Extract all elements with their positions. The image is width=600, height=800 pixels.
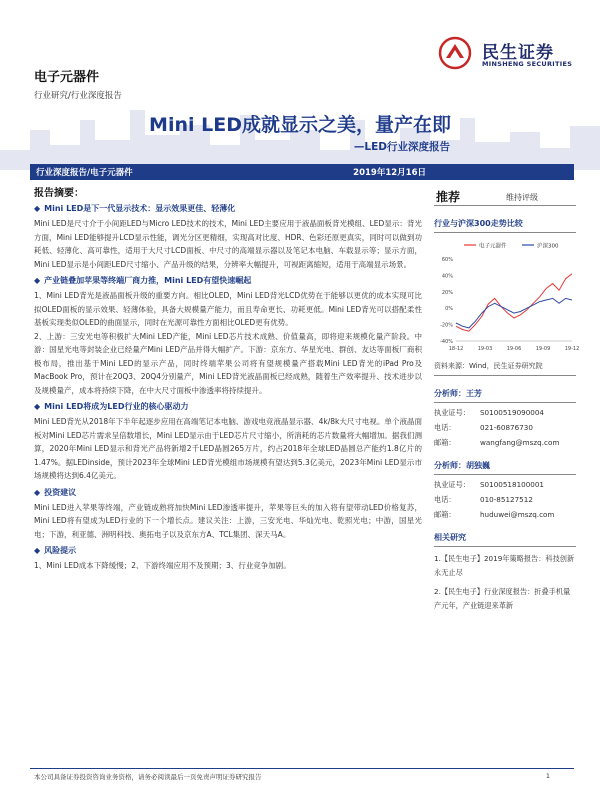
summary-column xyxy=(34,184,422,573)
summary-paragraph: Mini LED背光从2018年下半年起逐步应用在高端笔记本电脑、游戏电竞液晶显示器、4k/8k大尺寸电视。单个液晶面板对Mini LED芯片需求呈倍数增长，Mini LED显示由于LED芯片尺寸缩小，所消耗的芯片数量将大幅增加。据我们测算，2020年Mini LED显示和背光产品将新增2千LED晶圆265万片，约占2018年全球LED晶圆总产能约1.8亿片的1.47%。据LEDinside，预计2023年全球Mini LED背光模组市场规模有望达到5.3亿美元，2023年Mini LED显示市场规模将达到6.4亿美元。 xyxy=(34,417,422,480)
summary-section-title: 产业链叠加苹果等终端厂商力推，Mini LED有望快速崛起 xyxy=(44,276,252,285)
bullet-icon: ◆ xyxy=(34,276,41,285)
analyst-2-license xyxy=(434,480,576,490)
kv-value[interactable]: wangfang@mszq.com xyxy=(480,438,560,447)
y-tick-label: -40% xyxy=(440,339,453,345)
kv-key: 邮箱： xyxy=(434,510,456,519)
y-tick-label: 60% xyxy=(441,257,453,263)
summary-section-heading xyxy=(34,487,422,498)
logo-text-cn: 民生证券 xyxy=(482,43,554,63)
y-tick-label: 20% xyxy=(441,289,453,296)
report-subtitle: —LED行业深度报告 xyxy=(353,141,450,153)
kv-value: 021-60876730 xyxy=(480,423,533,432)
x-tick-label: 19-03 xyxy=(477,346,493,352)
report-category xyxy=(34,66,122,101)
kv-value: S0100519090004 xyxy=(480,408,545,417)
y-tick-label: 0% xyxy=(445,306,453,313)
bullet-icon: ◆ xyxy=(34,204,41,213)
report-title: Mini LED成就显示之美，量产在即 xyxy=(149,114,451,136)
summary-section-heading xyxy=(34,203,422,214)
report-date: 2019年12月16日 xyxy=(353,168,426,178)
x-tick-label: 19-09 xyxy=(535,346,551,352)
x-tick-label: 18-12 xyxy=(448,346,464,352)
chart-source: 资料来源：Wind，民生证券研究院 xyxy=(434,361,576,376)
footer-divider xyxy=(30,768,574,769)
summary-section-title: 风险提示 xyxy=(44,546,77,555)
analyst-2-email xyxy=(434,510,576,520)
rating-label: 推荐 xyxy=(436,190,461,204)
trend-chart-svg xyxy=(434,237,580,357)
page-number: 1 xyxy=(545,772,550,780)
kv-key: 邮箱： xyxy=(434,438,456,447)
y-tick-label: -20% xyxy=(440,322,453,329)
report-type: 行业深度报告/电子元器件 xyxy=(36,168,133,178)
x-tick-label: 19-12 xyxy=(564,346,580,352)
summary-paragraph: 1、Mini LED背光是液晶面板升级的重要方向。相比OLED，Mini LED背光LCD优势在于能够以更优的成本实现可比拟OLED面板的显示效果、轻薄体验，具备大规模量产能力，而且寿命更长、功耗更低。Mini LED背光可以搭配柔性基板实现类似OLED的曲面显示，同时在光源可靠性方面相比OLED更有优势。 xyxy=(34,291,422,327)
section-title: 电子元器件 xyxy=(34,70,100,85)
summary-section-heading xyxy=(34,401,422,412)
x-tick-label: 19-06 xyxy=(506,346,522,352)
kv-value[interactable]: huduwei@mszq.com xyxy=(480,510,555,519)
legend-label: 沪深300 xyxy=(537,243,559,250)
related-research-heading: 相关研究 xyxy=(434,532,576,547)
bullet-icon: ◆ xyxy=(34,487,41,497)
footer-disclaimer: 本公司具备证券投资咨询业务资格，请务必阅读最后一页免责声明证券研究报告 xyxy=(34,773,262,781)
analyst-1-email xyxy=(434,438,576,448)
logo-text-en: MINSHENG SECURITIES xyxy=(482,60,573,68)
bullet-icon: ◆ xyxy=(34,546,41,555)
summary-section-heading xyxy=(34,545,422,556)
summary-paragraph: Mini LED是尺寸介于小间距LED与Micro LED技术的技术，Mini LED主要应用于液晶面板背光模组、LED显示：背光方面，Mini LED能够提升LCD显示性能，调光分区更精细，实现高对比度、HDR、色彩还原更真实，同时可以做到功耗低、轻薄化、高可靠性，适用于大尺寸LCD面板、中尺寸的高端显示器以及笔记本电脑、车载显示等；显示方面，Mini LED显示是小间距LED尺寸缩小、产品升级的结果，分辨率大幅提升，可视距离缩短，适用于高端显示场景。 xyxy=(34,219,422,269)
summary-paragraph: Mini LED进入苹果等终端，产业链成熟将加快Mini LED渗透率提升，苹果等巨头的加入将有望带动LED价格复苏，Mini LED将有望成为LED行业的下一个增长点。建议关注：上游，三安光电、华灿光电、乾照光电；中游，国星光电；下游，利亚德、洲明科技、奥拓电子以及京东方A、TCL集团、深天马A。 xyxy=(34,502,422,539)
summary-section-title: 投资建议 xyxy=(44,487,77,497)
series-line xyxy=(456,298,572,328)
section-subtitle: 行业研究/行业深度报告 xyxy=(34,91,122,101)
summary-paragraph: 2、上游：三安光电等积极扩大Mini LED产能，Mini LED芯片技术成熟、价值量高，即将迎来规模化量产阶段。中游：国星光电等封装企业已经量产Mini LED产品并得大幅扩产。下游：京东方、华星光电、群创、友达等面板厂商积极布局，推出基于Mini LED的显示产品，同时终端苹果公司将有望规模量产搭载Mini LED背光的iPad Pro及MacBook Pro，预计在20Q3、20Q4分别量产，Mini LED背光液晶面板已经成熟，随着生产效率提升、技术进步以及规模量产，成本将持续下降，在中大尺寸面板中渗透率将持续提升。 xyxy=(34,331,422,395)
rating-row xyxy=(434,184,576,206)
chart-heading: 行业与沪深300走势比较 xyxy=(434,218,576,233)
logo-mark-icon xyxy=(438,36,478,70)
legend-label: 电子元器件 xyxy=(479,243,507,250)
analyst-1-heading: 分析师：王芳 xyxy=(434,388,576,403)
related-research-item[interactable]: 2.【民生电子】行业深度报告：折叠手机量产元年，产业链迎来革新 xyxy=(434,587,571,610)
summary-section-title: Mini LED将成为LED行业的核心驱动力 xyxy=(44,402,189,411)
summary-section-title: Mini LED是下一代显示技术：显示效果更佳、轻薄化 xyxy=(44,204,236,213)
analyst-2-phone xyxy=(434,495,576,505)
rating-value: 维持评级 xyxy=(506,193,538,202)
kv-key: 电话： xyxy=(434,495,456,504)
minsheng-logo xyxy=(438,36,578,72)
y-tick-label: 40% xyxy=(441,273,453,280)
kv-key: 执业证号： xyxy=(434,408,470,417)
analyst-2-heading: 分析师：胡独巍 xyxy=(434,460,576,475)
trend-chart xyxy=(434,237,580,357)
kv-value: 010-85127512 xyxy=(480,495,533,504)
summary-section-heading xyxy=(34,275,422,286)
sidebar xyxy=(434,184,580,613)
info-bar xyxy=(30,164,574,180)
kv-value: S0100518100001 xyxy=(480,480,545,489)
summary-sections xyxy=(34,203,422,573)
bullet-icon: ◆ xyxy=(34,402,41,411)
kv-key: 执业证号： xyxy=(434,480,470,489)
summary-paragraph: 1、Mini LED成本下降缓慢；2、下游终端应用不及预期；3、行业竞争加剧。 xyxy=(34,561,291,570)
analyst-1-phone xyxy=(434,423,576,433)
summary-heading: 报告摘要： xyxy=(34,188,84,199)
related-research-item[interactable]: 1.【民生电子】2019年策略报告：科技创新 永无止尽 xyxy=(434,554,575,577)
kv-key: 电话： xyxy=(434,423,456,432)
analyst-1-license xyxy=(434,408,576,418)
